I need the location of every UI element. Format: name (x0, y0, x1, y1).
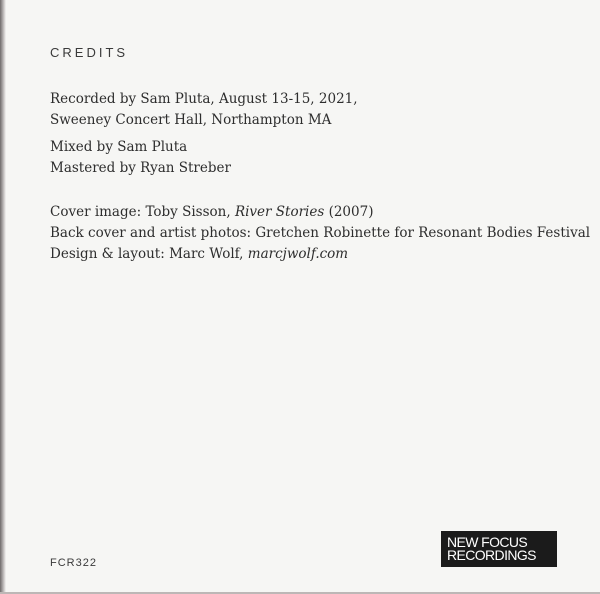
logo-line-2: RECORDINGS (447, 547, 536, 563)
page-edge-shadow (0, 0, 6, 594)
credits-heading: CREDITS (50, 45, 129, 60)
catalog-number: FCR322 (50, 557, 97, 569)
logo-line-1: NEW FOCUS (447, 534, 528, 550)
back-cover-credit: Back cover and artist photos: Gretchen Robinette for Resonant Bodies Festival (50, 225, 591, 241)
cover-artwork-title: River Stories (234, 204, 325, 220)
cover-image-year: (2007) (324, 204, 374, 220)
design-prefix: Design & layout: Marc Wolf, (50, 246, 248, 262)
recorded-by-line-1: Recorded by Sam Pluta, August 13-15, 2021, (50, 91, 358, 107)
new-focus-recordings-logo (441, 531, 557, 567)
mixed-by-line: Mixed by Sam Pluta (50, 139, 188, 155)
designer-website: marcjwolf.com (247, 246, 349, 262)
cover-image-credit (50, 203, 373, 221)
recorded-by-line-2: Sweeney Concert Hall, Northampton MA (50, 112, 332, 128)
cover-image-prefix: Cover image: Toby Sisson, (50, 204, 235, 220)
mastered-by-line: Mastered by Ryan Streber (50, 160, 231, 176)
design-credit (50, 245, 348, 263)
